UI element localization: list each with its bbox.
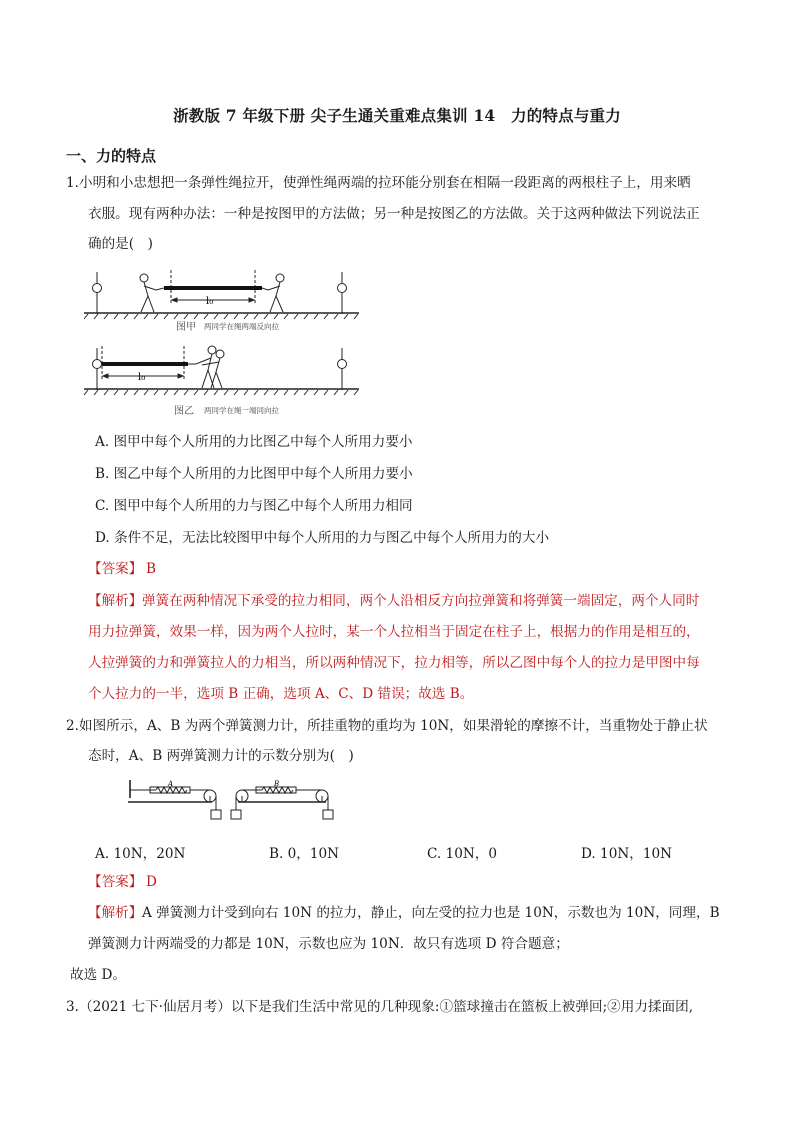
q2-stem-line-2: 态时，A、B 两弹簧测力计的示数分别为( ) — [88, 748, 354, 764]
q1-analysis-line-4: 个人拉力的一半，选项 B 正确，选项 A、C、D 错误；故选 B。 — [88, 686, 474, 702]
q1-figure — [84, 268, 364, 420]
q1-answer-label: 【答案】 — [88, 561, 143, 577]
q2-analysis-line-2: 弹簧测力计两端受的力都是 10N，示数也应为 10N．故只有选项 D 符合题意； — [88, 936, 569, 952]
q2-label-a: A — [168, 780, 174, 788]
q2-option-a: A. 10N，20N — [95, 846, 186, 862]
q2-label-b: B — [274, 780, 280, 788]
q1-length-label-jia: l₀ — [206, 296, 214, 307]
q1-note-yi: 两同学在绳一端同向拉 — [204, 406, 279, 415]
q2-figure — [126, 778, 346, 824]
q1-caption-yi: 图乙 — [174, 406, 194, 417]
q1-analysis-line-2: 用力拉弹簧，效果一样，因为两个人拉时，某一个人拉相当于固定在柱子上，根据力的作用是相互的， — [88, 624, 700, 640]
q1-option-d: D. 条件不足，无法比较图甲中每个人所用的力与图乙中每个人所用力的大小 — [95, 530, 550, 546]
q1-option-c: C. 图甲中每个人所用的力与图乙中每个人所用力相同 — [95, 498, 413, 514]
section-heading: 一、力的特点 — [66, 147, 157, 165]
page-title: 浙教版 7 年级下册 尖子生通关重难点集训 14 力的特点与重力 — [173, 106, 621, 125]
q1-option-a: A. 图甲中每个人所用的力比图乙中每个人所用力要小 — [95, 434, 413, 450]
q1-length-label-yi: l₀ — [138, 372, 146, 383]
q2-option-b: B. 0，10N — [269, 846, 340, 862]
q2-option-d: D. 10N，10N — [581, 846, 673, 862]
q2-option-c: C. 10N，0 — [427, 846, 497, 862]
q1-answer-value: B — [146, 561, 156, 577]
q1-caption-jia: 图甲 — [176, 322, 196, 333]
q1-stem-line-1: 1.小明和小忠想把一条弹性绳拉开，使弹性绳两端的拉环能分别套在相隔一段距离的两根柱子上，用来晒 — [66, 175, 691, 191]
q2-answer-value: D — [146, 874, 157, 890]
q1-option-b: B. 图乙中每个人所用的力比图甲中每个人所用力要小 — [95, 466, 413, 482]
q1-analysis-line-3: 人拉弹簧的力和弹簧拉人的力相当，所以两种情况下，拉力相等，所以乙图中每个人的拉力是甲图中每 — [88, 655, 700, 671]
q1-analysis-line-1: 弹簧在两种情况下承受的拉力相同，两个人沿相反方向拉弹簧和将弹簧一端固定，两个人同时 — [142, 593, 700, 609]
q2-answer-label: 【答案】 — [88, 874, 143, 890]
q1-note-jia: 两同学在绳两端反向拉 — [204, 322, 279, 331]
q2-analysis-line-1: A 弹簧测力计受到向右 10N 的拉力，静止，向左受的拉力也是 10N，示数也为 10N，同理，B — [142, 905, 720, 921]
q2-analysis-label: 【解析】 — [88, 905, 143, 921]
q2-conclusion: 故选 D。 — [70, 967, 127, 983]
q1-stem-line-2: 衣服。现有两种办法：一种是按图甲的方法做；另一种是按图乙的方法做。关于这两种做法下列说法正 — [88, 206, 700, 222]
q2-stem-line-1: 2.如图所示，A、B 为两个弹簧测力计，所挂重物的重均为 10N，如果滑轮的摩擦不计，当重物处于静止状 — [66, 718, 708, 734]
q1-stem-line-3: 确的是( ) — [88, 236, 153, 252]
q1-analysis-label: 【解析】 — [88, 593, 143, 609]
q3-stem-line-1: 3.（2021 七下·仙居月考）以下是我们生活中常见的几种现象:①篮球撞击在篮板上被弹回;②用力揉面团, — [66, 999, 694, 1015]
